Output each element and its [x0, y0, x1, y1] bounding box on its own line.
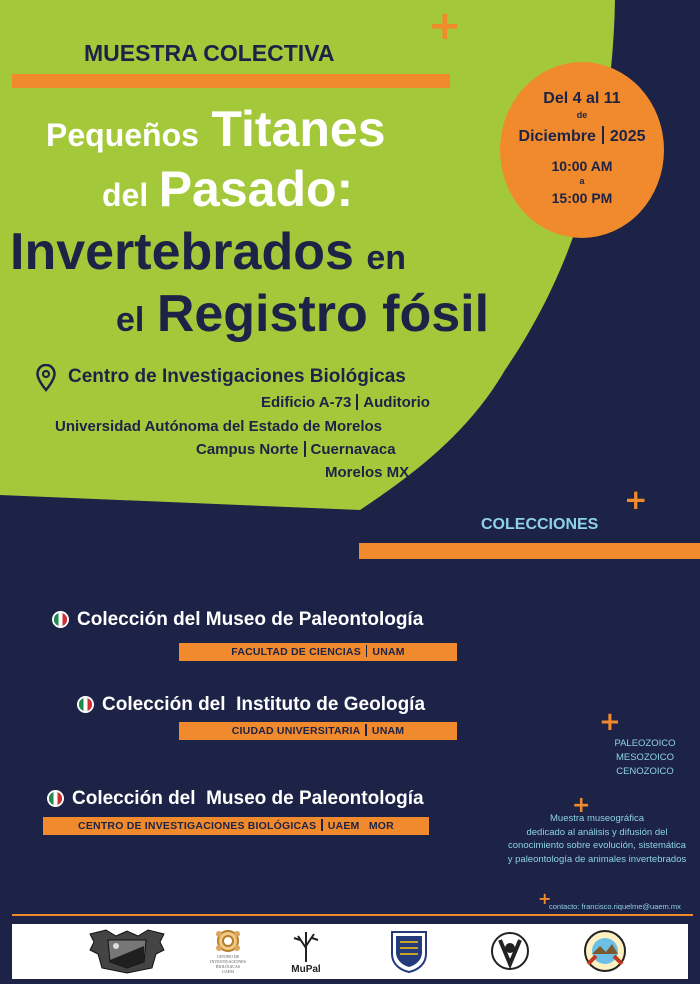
- geology-seal-logo: [582, 928, 628, 974]
- collection-tag-3: CENTRO DE INVESTIGACIONES BIOLÓGICAS UAEM MOR: [43, 817, 429, 835]
- plus-icon: +: [428, 3, 462, 49]
- title-line-2: del Pasado:: [102, 161, 354, 217]
- cib-logo: [208, 928, 248, 974]
- logos-strip: [12, 924, 688, 979]
- location-campus: Campus Norte Cuernavaca: [196, 441, 396, 458]
- uaem-shield-logo: [86, 928, 168, 974]
- collection-title-3: Colección del Museo de Paleontología: [49, 788, 424, 810]
- title-line-1: Pequeños Titanes: [46, 101, 386, 157]
- era-paleozoic: PALEOZOICO: [614, 738, 676, 749]
- mexico-flag-icon: [49, 792, 62, 805]
- map-pin-icon: [36, 364, 56, 392]
- svg-text:UAEM: UAEM: [222, 969, 234, 974]
- collection-tag-2: CIUDAD UNIVERSITARIA UNAM: [179, 722, 457, 740]
- header-bar: [12, 74, 450, 88]
- title-line-3: Invertebrados en: [10, 223, 407, 281]
- fc-unam-logo: [490, 928, 530, 974]
- footer-divider: [12, 914, 693, 916]
- eras-list: [600, 737, 690, 779]
- location-building: Edificio A-73 Auditorio: [261, 394, 430, 411]
- location-university: Universidad Autónoma del Estado de Morelos: [55, 418, 382, 435]
- unam-shield-logo: [388, 928, 430, 974]
- date-de: de: [576, 110, 588, 120]
- start-time: 10:00 AM: [551, 158, 613, 174]
- colecciones-bar: [359, 543, 700, 559]
- mupal-logo: [290, 928, 322, 974]
- plus-icon: +: [599, 707, 621, 737]
- header-label: MUESTRA COLECTIVA: [84, 40, 335, 66]
- location-name: Centro de Investigaciones Biológicas: [68, 366, 406, 387]
- date-range: Del 4 al 11: [543, 90, 621, 107]
- collection-tag-1: FACULTAD DE CIENCIAS UNAM: [179, 643, 457, 661]
- collection-title-1: Colección del Museo de Paleontología: [54, 609, 423, 631]
- era-mesozoic: MESOZOICO: [615, 752, 675, 763]
- title-line-4: el Registro fósil: [116, 285, 490, 343]
- contact-email: contacto: francisco.riquelme@uaem.mx: [549, 902, 681, 911]
- svg-text:MuPal: MuPal: [291, 964, 321, 974]
- svg-text:BIOLÓGICAS: BIOLÓGICAS: [215, 964, 241, 969]
- svg-text:INVESTIGACIONES: INVESTIGACIONES: [210, 959, 246, 964]
- date-month-year: Diciembre 2025: [518, 128, 646, 145]
- time-a: a: [579, 176, 585, 186]
- plus-icon: +: [572, 793, 591, 818]
- mexico-flag-icon: [79, 698, 92, 711]
- end-time: 15:00 PM: [551, 190, 613, 206]
- svg-text:CENTRO DE: CENTRO DE: [216, 954, 240, 959]
- colecciones-heading: COLECCIONES: [481, 516, 599, 533]
- location-state: Morelos MX: [325, 464, 410, 481]
- description: Muestra museográfica dedicado al análisis y difusión del conocimiento sobre evolución, sistemática y paleontología de animales invertebrados: [507, 813, 687, 865]
- plus-icon: +: [538, 889, 552, 908]
- date-badge: [500, 62, 664, 238]
- plus-icon: +: [624, 483, 648, 516]
- mexico-flag-icon: [54, 613, 67, 626]
- collection-title-2: Colección del Instituto de Geología: [79, 694, 425, 716]
- era-cenozoic: CENOZOICO: [616, 766, 674, 777]
